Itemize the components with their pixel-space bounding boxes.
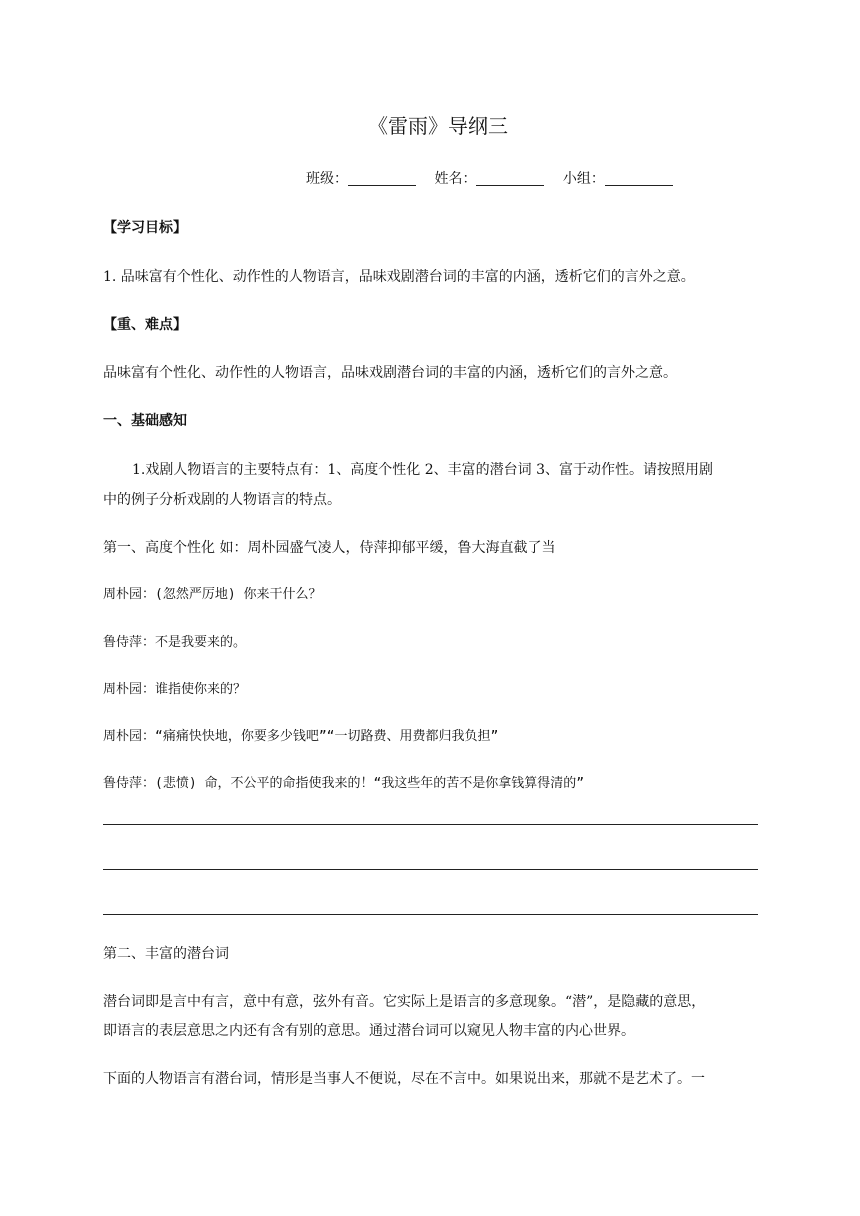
first-point: 第一、高度个性化 如：周朴园盛气凌人，侍萍抑郁平缓，鲁大海直截了当 (103, 540, 556, 556)
basic-heading: 一、基础感知 (103, 413, 187, 429)
dialogue-line: 鲁侍萍：不是我要来的。 (103, 635, 247, 650)
document-title: 《雷雨》导纲三 (368, 114, 508, 138)
group-label: 小组： (562, 171, 605, 187)
class-label: 班级： (306, 171, 348, 187)
dialogue-line: 周朴园：谁指使你来的？ (103, 682, 247, 697)
goal-text: 1. 品味富有个性化、动作性的人物语言，品味戏剧潜台词的丰富的内涵，透析它们的言外之意。 (103, 269, 695, 285)
class-blank-field[interactable] (348, 171, 416, 186)
question-1-line-2: 中的例子分析戏剧的人物语言的特点。 (103, 492, 341, 508)
student-info-row (306, 169, 726, 189)
second-point: 第二、丰富的潜台词 (103, 946, 229, 962)
subtext-line-2: 即语言的表层意思之内还有含有别的意思。通过潜台词可以窥见人物丰富的内心世界。 (103, 1023, 635, 1039)
group-blank-field[interactable] (605, 171, 673, 186)
dialogue-line: 鲁侍萍：(悲愤) 命，不公平的命指使我来的！“我这些年的苦不是你拿钱算得清的” (103, 776, 585, 791)
key-text: 品味富有个性化、动作性的人物语言，品味戏剧潜台词的丰富的内涵，透析它们的言外之意。 (103, 365, 677, 381)
dialogue-line: 周朴园：(忽然严厉地) 你来干什么？ (103, 587, 322, 602)
subtext-line-3: 下面的人物语言有潜台词，情形是当事人不便说，尽在不言中。如果说出来，那就不是艺术了。一 (103, 1071, 705, 1087)
dialogue-line: 周朴园：“痛痛快快地，你要多少钱吧”“一切路费、用费都归我负担” (103, 729, 499, 744)
key-heading: 【重、难点】 (103, 317, 187, 333)
subtext-line-1: 潜台词即是言中有言，意中有意，弦外有音。它实际上是语言的多意现象。“潜”，是隐藏的意思， (103, 994, 706, 1010)
answer-line[interactable] (103, 824, 758, 825)
goal-heading: 【学习目标】 (103, 220, 187, 236)
question-1-line-1: 1.戏剧人物语言的主要特点有：1、高度个性化 2、丰富的潜台词 3、富于动作性。请按照用剧 (132, 462, 713, 478)
answer-line[interactable] (103, 914, 758, 915)
name-label: 姓名： (434, 171, 477, 187)
answer-line[interactable] (103, 869, 758, 870)
name-blank-field[interactable] (476, 171, 544, 186)
